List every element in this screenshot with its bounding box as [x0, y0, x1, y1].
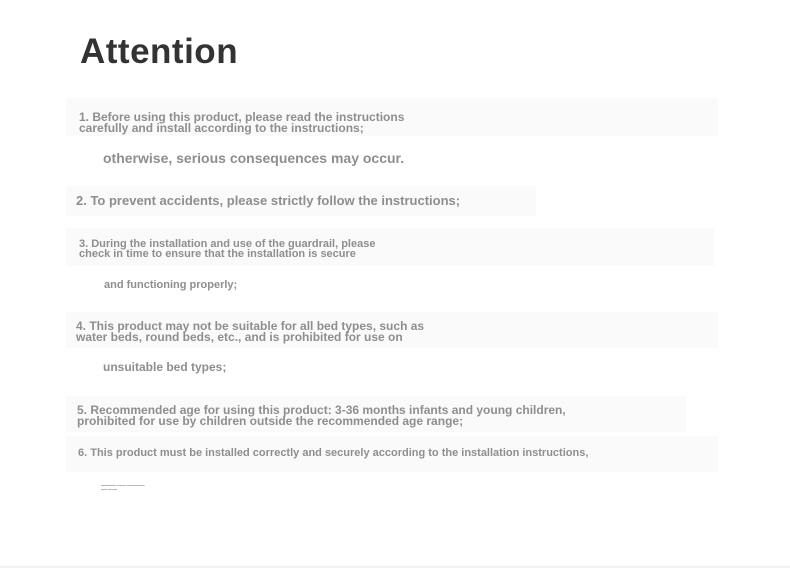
item-4-line-3: unsuitable bed types; [103, 360, 227, 374]
item-3-line-3: and functioning properly; [104, 279, 238, 291]
page-title: Attention [80, 32, 239, 71]
item-5-line-2: prohibited for use by children outside the recommended age range; [77, 414, 464, 428]
item-1-line-1: 1. Before using this product, please read the instructions [79, 110, 405, 124]
item-4-line-2: water beds, round beds, etc., and is prohibited for use on [76, 330, 403, 344]
item-2-line-1: 2. To prevent accidents, please strictly follow the instructions; [76, 193, 461, 208]
item-6-line-1: 6. This product must be installed correctly and securely according to the installation instructions, [78, 447, 589, 459]
bottom-divider [0, 566, 790, 568]
item-3-line-2: check in time to ensure that the installation is secure [79, 248, 356, 260]
item-5-line-1: 5. Recommended age for using this product: 3-36 months infants and young children, [77, 403, 566, 417]
item-3-line-1: 3. During the installation and use of the guardrail, please [79, 238, 376, 250]
illegible-text-fragment: ▬▬▬▬▬ ▬▬▬ ▬▬▬▬▬▬ ▬▬ ▬▬▬ [101, 483, 145, 491]
item-1-line-3: otherwise, serious consequences may occur. [103, 150, 405, 166]
item-4-line-1: 4. This product may not be suitable for all bed types, such as [76, 319, 425, 333]
item-1-line-2: carefully and install according to the instructions; [79, 121, 364, 135]
